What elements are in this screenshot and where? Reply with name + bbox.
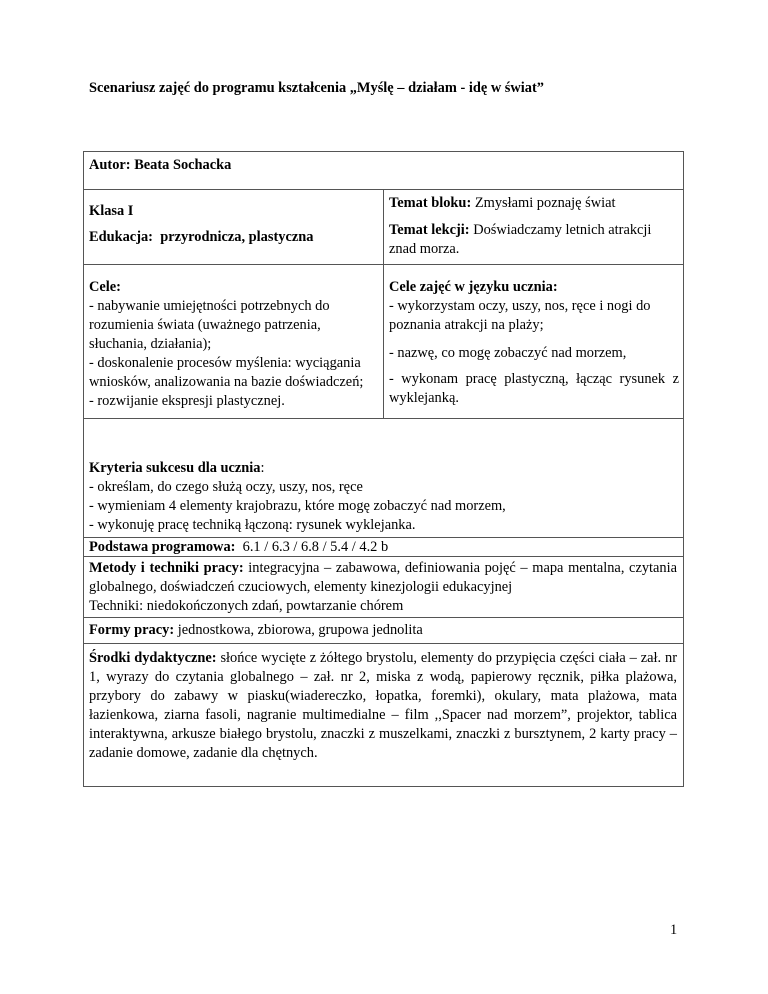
author-name: Beata Sochacka (134, 157, 232, 173)
goal-item-1: - nabywanie umiejętności potrzebnych do rozumienia świata (uważnego patrzenia, słuchania, działania); (89, 298, 330, 352)
student-goal-item-2: - nazwę, co mogę zobaczyć nad morzem, (389, 345, 627, 361)
class-label: Klasa I (89, 203, 134, 219)
goal-item-3: - rozwijanie ekspresji plastycznej. (89, 393, 285, 409)
success-criteria-colon: : (260, 460, 265, 476)
table-divider-methods (83, 617, 684, 618)
work-forms-label: Formy pracy: (89, 622, 175, 638)
education-row (89, 228, 313, 247)
lesson-topic (389, 221, 680, 259)
lesson-topic-value: Doświadczamy letnich atrakcji znad morza. (389, 222, 652, 257)
table-divider-forms (83, 643, 684, 644)
block-topic (389, 194, 675, 213)
author-label: Autor: (89, 157, 131, 173)
student-goal-item-3: - wykonam pracę plastyczną, łącząc rysunek z wyklejanką. (389, 371, 679, 406)
curriculum-label: Podstawa programowa: (89, 539, 236, 555)
success-criteria-heading (89, 459, 265, 478)
page-number: 1 (670, 922, 678, 938)
criteria-item-1: - określam, do czego służą oczy, uszy, nos, ręce (89, 479, 363, 495)
block-topic-label: Temat bloku: (389, 195, 472, 211)
methods-row (89, 559, 677, 597)
methods-value: integracyjna – zabawowa, definiowania pojęć – mapa mentalna, czytania globalnego, doświadczeń czuciowych, elementy kinezjologii edukacyjnej (89, 560, 677, 595)
techniques-line: Techniki: niedokończonych zdań, powtarzanie chórem (89, 598, 404, 614)
curriculum-row (89, 538, 388, 557)
materials-label: Środki dydaktyczne: (89, 650, 217, 666)
success-criteria-label: Kryteria sukcesu dla ucznia (89, 460, 261, 476)
education-label: Edukacja: (89, 229, 153, 245)
author-row (89, 156, 231, 175)
work-forms-row (89, 621, 423, 640)
goal-item-2: - doskonalenie procesów myślenia: wyciągania wniosków, analizowania na bazie doświadczeń; (89, 355, 364, 390)
goals-label: Cele: (89, 279, 121, 295)
document-title: Scenariusz zajęć do programu kształcenia „Myślę – działam - idę w świat” (89, 80, 544, 96)
table-divider-goals (83, 418, 684, 419)
criteria-item-2: - wymieniam 4 elementy krajobrazu, które mogę zobaczyć nad morzem, (89, 498, 506, 514)
curriculum-value: 6.1 / 6.3 / 6.8 / 5.4 / 4.2 b (242, 539, 389, 555)
student-goals-label: Cele zajęć w języku ucznia: (389, 279, 558, 295)
student-goal-item-1: - wykorzystam oczy, uszy, nos, ręce i nogi do poznania atrakcji na plaży; (389, 298, 651, 333)
lesson-topic-label: Temat lekcji: (389, 222, 470, 238)
block-topic-value: Zmysłami poznaję świat (474, 195, 616, 211)
work-forms-value: jednostkowa, zbiorowa, grupowa jednolita (177, 622, 423, 638)
criteria-item-3: - wykonuję pracę techniką łączoną: rysunek wyklejanka. (89, 517, 416, 533)
materials-row (89, 649, 677, 763)
methods-label: Metody i techniki pracy: (89, 560, 244, 576)
materials-value: słońce wycięte z żółtego brystolu, elementy do przypięcia części ciała – zał. nr 1, wyrazy do czytania globalnego – zał. nr 2, miska z wodą, papierowy ręcznik, piłka plażowa, przybory do zabawy w piasku(wiadereczko, łopatka, foremki), okulary, mata plażowa, mata łazienkowa, ziarna fasoli, nagranie multimedialne – film ,,Spacer nad morzem”, projektor, tablica interaktywna, arkusze białego brystolu, znaczki z muszelkami, znaczki z bursztynem, 2 karty pracy – zadanie domowe, zadanie dla chętnych. (89, 650, 677, 761)
education-value: przyrodnicza, plastyczna (160, 229, 314, 245)
